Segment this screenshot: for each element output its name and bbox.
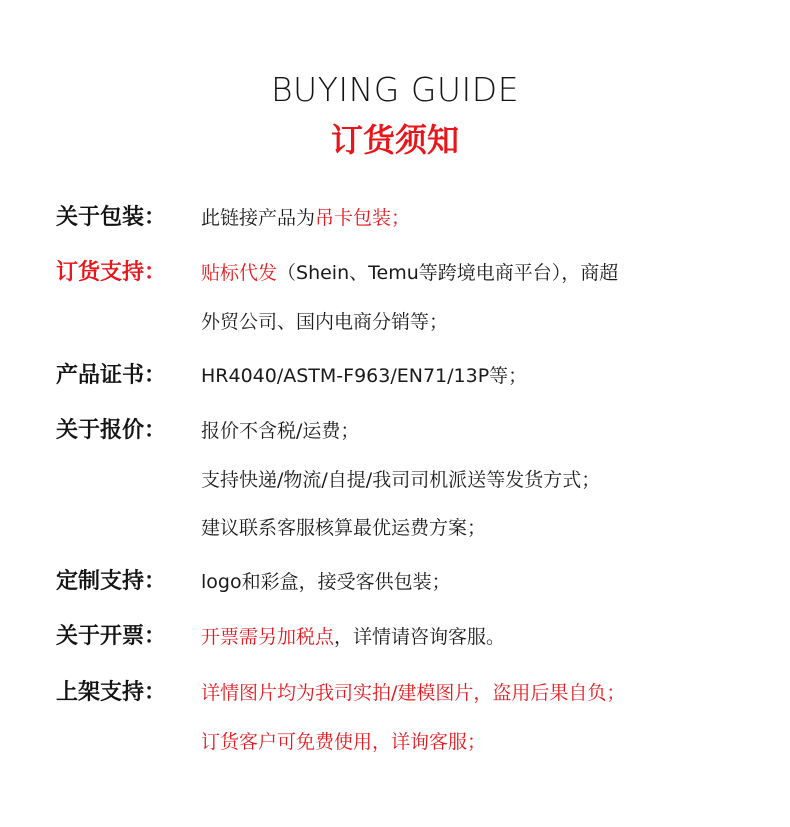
packaging-text-highlight: 吊卡包装； [315,207,411,229]
ordering-label: 订货支持： [56,260,167,285]
listing-label: 上架支持： [56,680,167,705]
custom-label: 定制支持： [56,569,167,594]
packaging-label: 关于包装： [56,205,167,230]
ordering-text-plain: （Shein、Temu等跨境电商平台），商超 [277,262,619,284]
listing-text-line1: 详情图片均为我司实拍/建模图片，盗用后果自负； [201,682,626,704]
invoice-text [201,620,505,654]
quote-text-line3: 建议联系客服核算最优运费方案； [201,517,487,539]
quote-text-line2: 支持快递/物流/自提/我司司机派送等发货方式； [201,469,601,491]
invoice-label: 关于开票： [56,624,167,649]
certificate-label: 产品证书： [56,363,167,388]
invoice-text-plain: ，详情请咨询客服。 [334,626,506,648]
page-title-english: BUYING GUIDE [270,70,520,109]
packaging-text [201,201,410,235]
page-title-chinese: 订货须知 [330,121,459,159]
ordering-text-line2: 外贸公司、国内电商分销等； [201,311,449,333]
ordering-text [201,256,618,290]
ordering-text-highlight: 贴标代发 [201,262,278,284]
invoice-text-highlight: 开票需另加税点 [201,626,335,648]
listing-text-line2: 订货客户可免费使用，详询客服； [201,731,487,753]
packaging-text-plain: 此链接产品为 [201,207,316,229]
quote-label: 关于报价： [56,418,167,443]
certificate-text: HR4040/ASTM-F963/EN71/13P等； [201,365,528,387]
custom-text: logo和彩盒，接受客供包装； [201,571,451,593]
quote-text-line1: 报价不含税/运费； [201,420,360,442]
